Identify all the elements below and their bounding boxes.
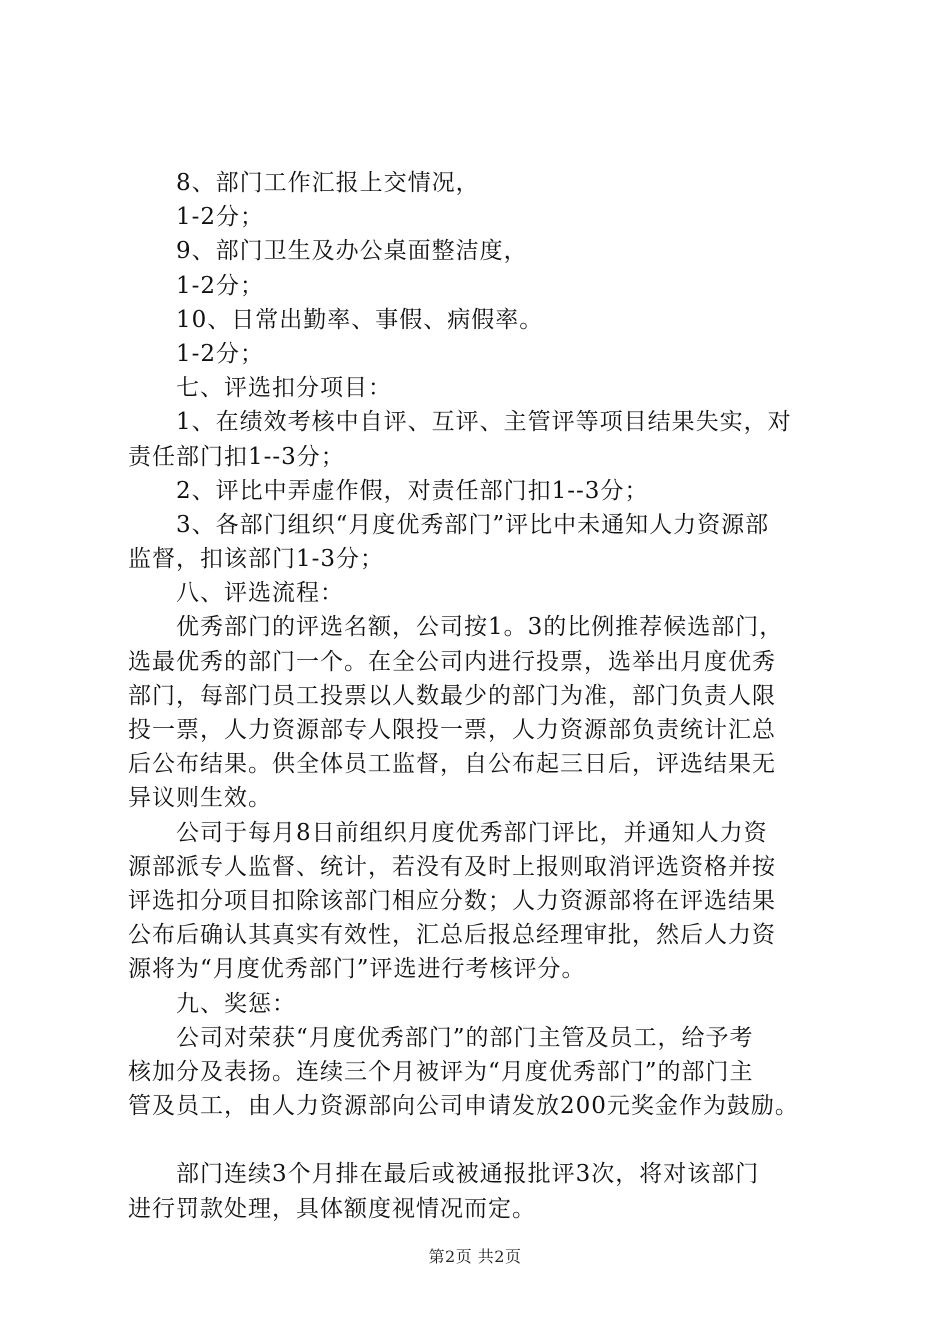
document-body — [128, 166, 833, 1226]
text-line: 七、评选扣分项目： — [176, 375, 392, 402]
text-line: 8、部门工作汇报上交情况， — [176, 170, 480, 196]
text-line: 1-2分； — [176, 272, 265, 299]
text-line: 3、各部门组织“月度优秀部门”评比中未通知人力资源部 — [176, 511, 770, 538]
text-line: 10、日常出勤率、事假、病假率。 — [176, 306, 544, 333]
text-line: 核加分及表扬。连续三个月被评为“月度优秀部门”的部门主 — [128, 1058, 754, 1085]
text-line: 1、在绩效考核中自评、互评、主管评等项目结果失实，对 — [176, 409, 792, 436]
text-line: 管及员工，由人力资源部向公司申请发放200元奖金作为鼓励。 — [128, 1093, 799, 1120]
text-line: 进行罚款处理，具体额度视情况而定。 — [128, 1195, 536, 1222]
text-line: 优秀部门的评选名额，公司按1。3的比例推荐候选部门， — [176, 614, 784, 641]
text-line: 部门连续3个月排在最后或被通报批评3次，将对该部门 — [176, 1161, 760, 1188]
text-line: 九、奖惩： — [176, 990, 296, 1017]
text-line: 1-2分； — [176, 340, 265, 367]
text-line: 部门，每部门员工投票以人数最少的部门为准，部门负责人限 — [128, 682, 776, 709]
text-line: 源将为“月度优秀部门”评选进行考核评分。 — [128, 956, 586, 983]
blank-line — [128, 1123, 833, 1157]
text-line: 后公布结果。供全体员工监督，自公布起三日后，评选结果无 — [128, 751, 776, 778]
text-line: 八、评选流程： — [176, 580, 344, 607]
text-line: 责任部门扣1--3分； — [128, 443, 345, 470]
text-line: 公布后确认其真实有效性，汇总后报总经理审批，然后人力资 — [128, 922, 776, 949]
text-line: 公司对荣获“月度优秀部门”的部门主管及员工，给予考 — [176, 1024, 754, 1051]
page-footer: 第2页 共2页 — [428, 1247, 522, 1266]
text-line: 选最优秀的部门一个。在全公司内进行投票，选举出月度优秀 — [128, 648, 776, 675]
text-line: 异议则生效。 — [128, 785, 272, 812]
text-line: 源部派专人监督、统计，若没有及时上报则取消评选资格并按 — [128, 853, 776, 880]
text-line: 监督，扣该部门1-3分； — [128, 546, 385, 573]
text-line: 公司于每月8日前组织月度优秀部门评比，并通知人力资 — [176, 819, 768, 846]
text-line: 9、部门卫生及办公桌面整洁度， — [176, 238, 528, 265]
text-line: 2、评比中弄虚作假，对责任部门扣1--3分； — [176, 477, 649, 504]
text-line: 投一票，人力资源部专人限投一票，人力资源部负责统计汇总 — [128, 717, 776, 743]
text-line: 1-2分； — [176, 204, 265, 231]
text-line: 评选扣分项目扣除该部门相应分数；人力资源部将在评选结果 — [128, 887, 776, 914]
